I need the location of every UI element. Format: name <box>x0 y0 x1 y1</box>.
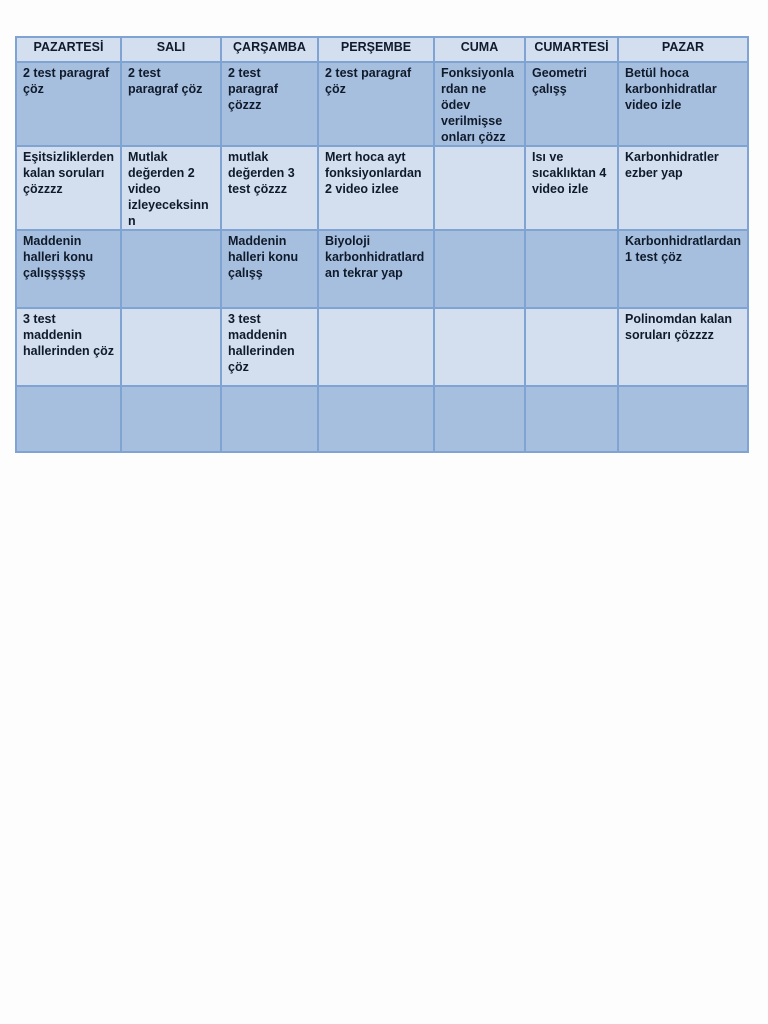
table-cell <box>434 230 525 308</box>
table-cell <box>121 386 221 452</box>
table-cell <box>434 386 525 452</box>
table-cell: Karbonhidratler ezber yap <box>618 146 748 230</box>
table-cell: Biyoloji karbonhidratlardan tekrar yap <box>318 230 434 308</box>
day-header-monday: PAZARTESİ <box>16 37 121 62</box>
table-cell: 2 test paragraf çözzz <box>221 62 318 146</box>
table-cell: Polinomdan kalan soruları çözzzz <box>618 308 748 386</box>
table-cell: Geometri çalışş <box>525 62 618 146</box>
table-cell: 2 test paragraf çöz <box>121 62 221 146</box>
table-row <box>16 386 748 452</box>
table-cell <box>16 386 121 452</box>
table-row <box>16 230 748 308</box>
table-cell <box>525 308 618 386</box>
table-cell <box>618 386 748 452</box>
table-cell: 2 test paragraf çöz <box>318 62 434 146</box>
table-cell <box>121 308 221 386</box>
table-cell: mutlak değerden 3 test çözzz <box>221 146 318 230</box>
table-cell: 3 test maddenin hallerinden çöz <box>221 308 318 386</box>
table-cell <box>121 230 221 308</box>
table-cell <box>221 386 318 452</box>
day-header-tuesday: SALI <box>121 37 221 62</box>
table-cell: Mert hoca ayt fonksiyonlardan 2 video izlee <box>318 146 434 230</box>
table-row <box>16 146 748 230</box>
table-cell: Mutlak değerden 2 video izleyeceksinnn <box>121 146 221 230</box>
table-cell: Eşitsizliklerden kalan soruları çözzzz <box>16 146 121 230</box>
table-cell <box>434 146 525 230</box>
day-header-thursday: PERŞEMBE <box>318 37 434 62</box>
table-cell: Maddenin halleri konu çalışşşşşş <box>16 230 121 308</box>
table-cell: Isı ve sıcaklıktan 4 video izle <box>525 146 618 230</box>
table-cell: Betül hoca karbonhidratlar video izle <box>618 62 748 146</box>
table-cell: 2 test paragraf çöz <box>16 62 121 146</box>
table-cell: Maddenin halleri konu çalışş <box>221 230 318 308</box>
table-row <box>16 308 748 386</box>
day-header-wednesday: ÇARŞAMBA <box>221 37 318 62</box>
weekly-schedule-table <box>15 36 749 453</box>
header-row <box>16 37 748 62</box>
day-header-saturday: CUMARTESİ <box>525 37 618 62</box>
table-cell: Fonksiyonlardan ne ödev verilmişse onları çözz <box>434 62 525 146</box>
table-cell <box>318 386 434 452</box>
table-row <box>16 62 748 146</box>
day-header-sunday: PAZAR <box>618 37 748 62</box>
day-header-friday: CUMA <box>434 37 525 62</box>
table-cell <box>434 308 525 386</box>
table-cell <box>318 308 434 386</box>
table-cell: 3 test maddenin hallerinden çöz <box>16 308 121 386</box>
table-cell: Karbonhidratlardan 1 test çöz <box>618 230 748 308</box>
table-cell <box>525 230 618 308</box>
table-cell <box>525 386 618 452</box>
